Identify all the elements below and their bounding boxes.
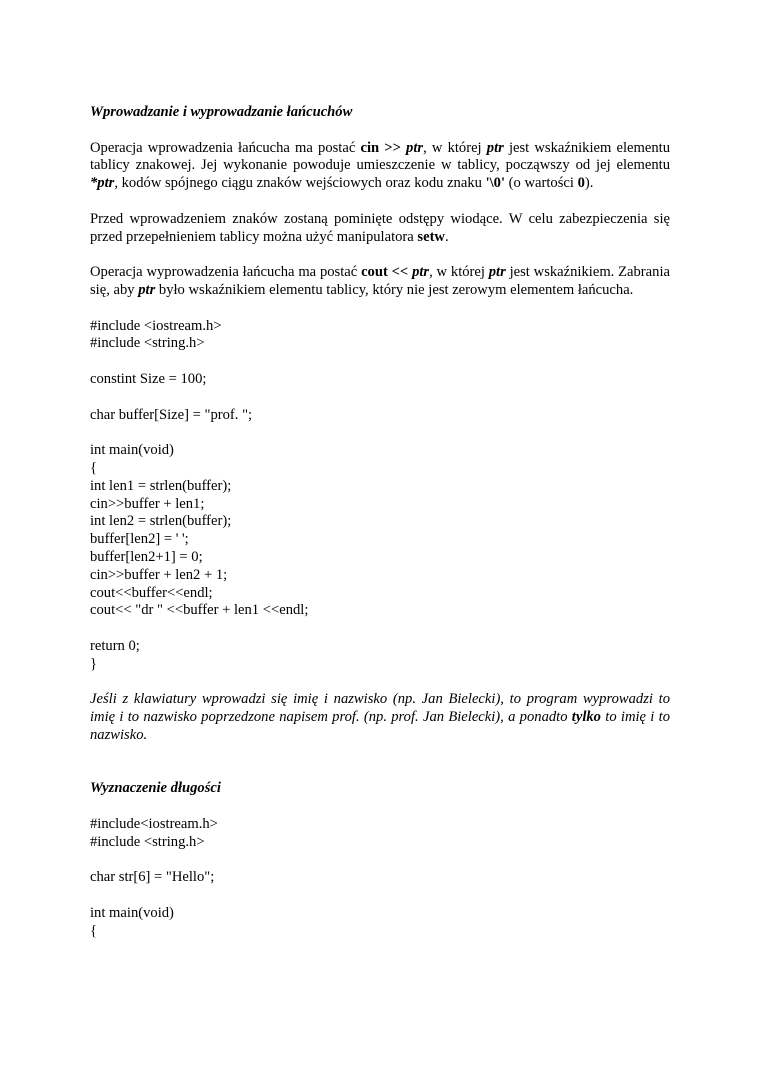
code-line: buffer[len2+1] = 0; [90,548,203,565]
paragraph-program-note: Jeśli z klawiatury wprowadzi się imię i nazwisko (np. Jan Bielecki), to program wyprowadzi to imię i to nazwisko poprzedzone napisem prof. (np. prof. Jan Bielecki), a ponadto tylko to imię i to nazwisko. [90,691,670,743]
code-line: return 0; [90,637,140,654]
code-line: { [90,459,98,476]
code-listing-1 [90,318,670,674]
paragraph-setw: Przed wprowadzeniem znaków zostaną pominięte odstępy wiodące. W celu zabezpieczenia się przed przepełnieniem tablicy można użyć manipulatora setw. [90,210,670,245]
code-line: cin>>buffer + len2 + 1; [90,566,228,583]
code-line: #include <iostream.h> [90,317,222,334]
code-line: int main(void) [90,442,174,459]
paragraph-output-operation: Operacja wyprowadzenia łańcucha ma postać cout << ptr, w której ptr jest wskaźnikiem. Zabrania się, aby ptr było wskaźnikiem elementu tablicy, który nie jest zerowym elementem łańcucha. [90,264,670,298]
code-line: } [90,655,98,672]
section-heading-length: Wyznaczenie długości [90,780,221,797]
code-line: cout<< "dr " <<buffer + len1 <<endl; [90,602,309,619]
code-line: constint Size = 100; [90,370,207,387]
code-line: buffer[len2] = ' '; [90,531,189,548]
code-line: cout<<buffer<<endl; [90,584,213,601]
paragraph-input-operation: Operacja wprowadzenia łańcucha ma postać cin >> ptr, w której ptr jest wskaźnikiem elementu tablicy znakowej. Jej wykonanie powoduje umieszczenie w tablicy, począwszy od jej elementu *ptr, kodów spójnego ciągu znaków wejściowych oraz kodu znaku '\0' (o wartości 0). [90,139,670,192]
code-line: #include <string.h> [90,335,205,352]
code-line: cin>>buffer + len1; [90,495,205,512]
code-line: char buffer[Size] = "prof. "; [90,406,253,423]
code-line: char str[6] = "Hello"; [90,869,215,886]
code-line: #include <string.h> [90,833,205,850]
code-line: int len1 = strlen(buffer); [90,477,232,494]
document-page [90,104,670,940]
code-line: #include<iostream.h> [90,815,218,832]
code-line: int main(void) [90,904,174,921]
code-line: { [90,922,98,939]
code-listing-2 [90,816,670,941]
code-line: int len2 = strlen(buffer); [90,513,232,530]
section-heading-io: Wprowadzanie i wyprowadzanie łańcuchów [90,104,353,120]
